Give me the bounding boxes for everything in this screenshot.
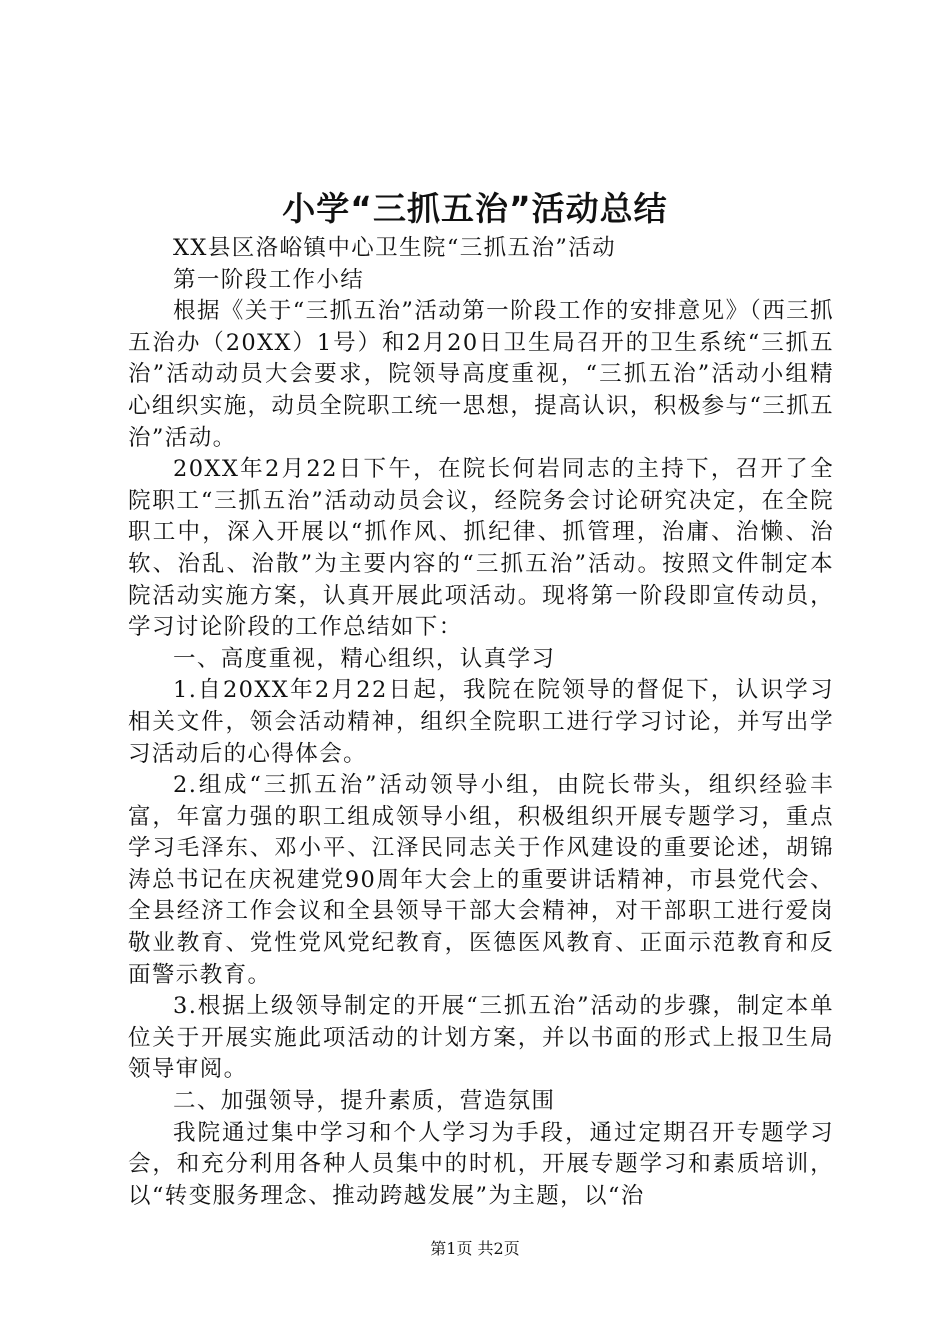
section-heading-2: 二、加强领导，提升素质，营造氛围 — [173, 1088, 556, 1115]
paragraph-training: 我院通过集中学习和个人学习为手段，通过定期召开专题学习会，和充分利用各种人员集中的时机，开展专题学习和素质培训，以“转变服务理念、推动跨越发展”为主题，以“治 — [128, 1119, 834, 1209]
paragraph-org-name: XX县区洛峪镇中心卫生院“三抓五治”活动 — [173, 235, 617, 261]
paragraph-item-2: 2.组成“三抓五治”活动领导小组，由院长带头，组织经验丰富，年富力强的职工组成领导小组，积极组织开展专题学习，重点学习毛泽东、邓小平、江泽民同志关于作风建设的重要论述，胡锦涛总书记在庆祝建党90周年大会上的重要讲话精神，市县党代会、全县经济工作会议和全县领导干部大会精神，对干部职工进行爱岗敬业教育、党性党风党纪教育，医德医风教育、正面示范教育和反面警示教育。 — [128, 772, 834, 988]
page-footer: 第1页 共2页 — [430, 1239, 520, 1258]
document-title: 小学“三抓五治”活动总结 — [282, 189, 668, 228]
section-heading-1: 一、高度重视，精心组织，认真学习 — [173, 645, 556, 672]
paragraph-subtitle: 第一阶段工作小结 — [173, 266, 365, 293]
paragraph-intro: 根据《关于“三抓五治”活动第一阶段工作的安排意见》（西三抓五治办（20XX）1号）和2月20日卫生局召开的卫生系统“三抓五治”活动动员大会要求，院领导高度重视，“三抓五治”活动小组精心组织实施，动员全院职工统一思想，提高认识，积极参与“三抓五治”活动。 — [128, 298, 835, 451]
document-body — [128, 233, 834, 1212]
paragraph-item-1: 1.自20XX年2月22日起，我院在院领导的督促下，认识学习相关文件，领会活动精神，组织全院职工进行学习讨论，并写出学习活动后的心得体会。 — [128, 677, 834, 767]
paragraph-item-3: 3.根据上级领导制定的开展“三抓五治”活动的步骤，制定本单位关于开展实施此项活动的计划方案，并以书面的形式上报卫生局领导审阅。 — [128, 993, 834, 1083]
paragraph-meeting: 20XX年2月22日下午，在院长何岩同志的主持下，召开了全院职工“三抓五治”活动动员会议，经院务会讨论研究决定，在全院职工中，深入开展以“抓作风、抓纪律、抓管理，治庸、治懒、治软、治乱、治散”为主要内容的“三抓五治”活动。按照文件制定本院活动实施方案，认真开展此项活动。现将第一阶段即宣传动员，学习讨论阶段的工作总结如下： — [128, 456, 834, 641]
